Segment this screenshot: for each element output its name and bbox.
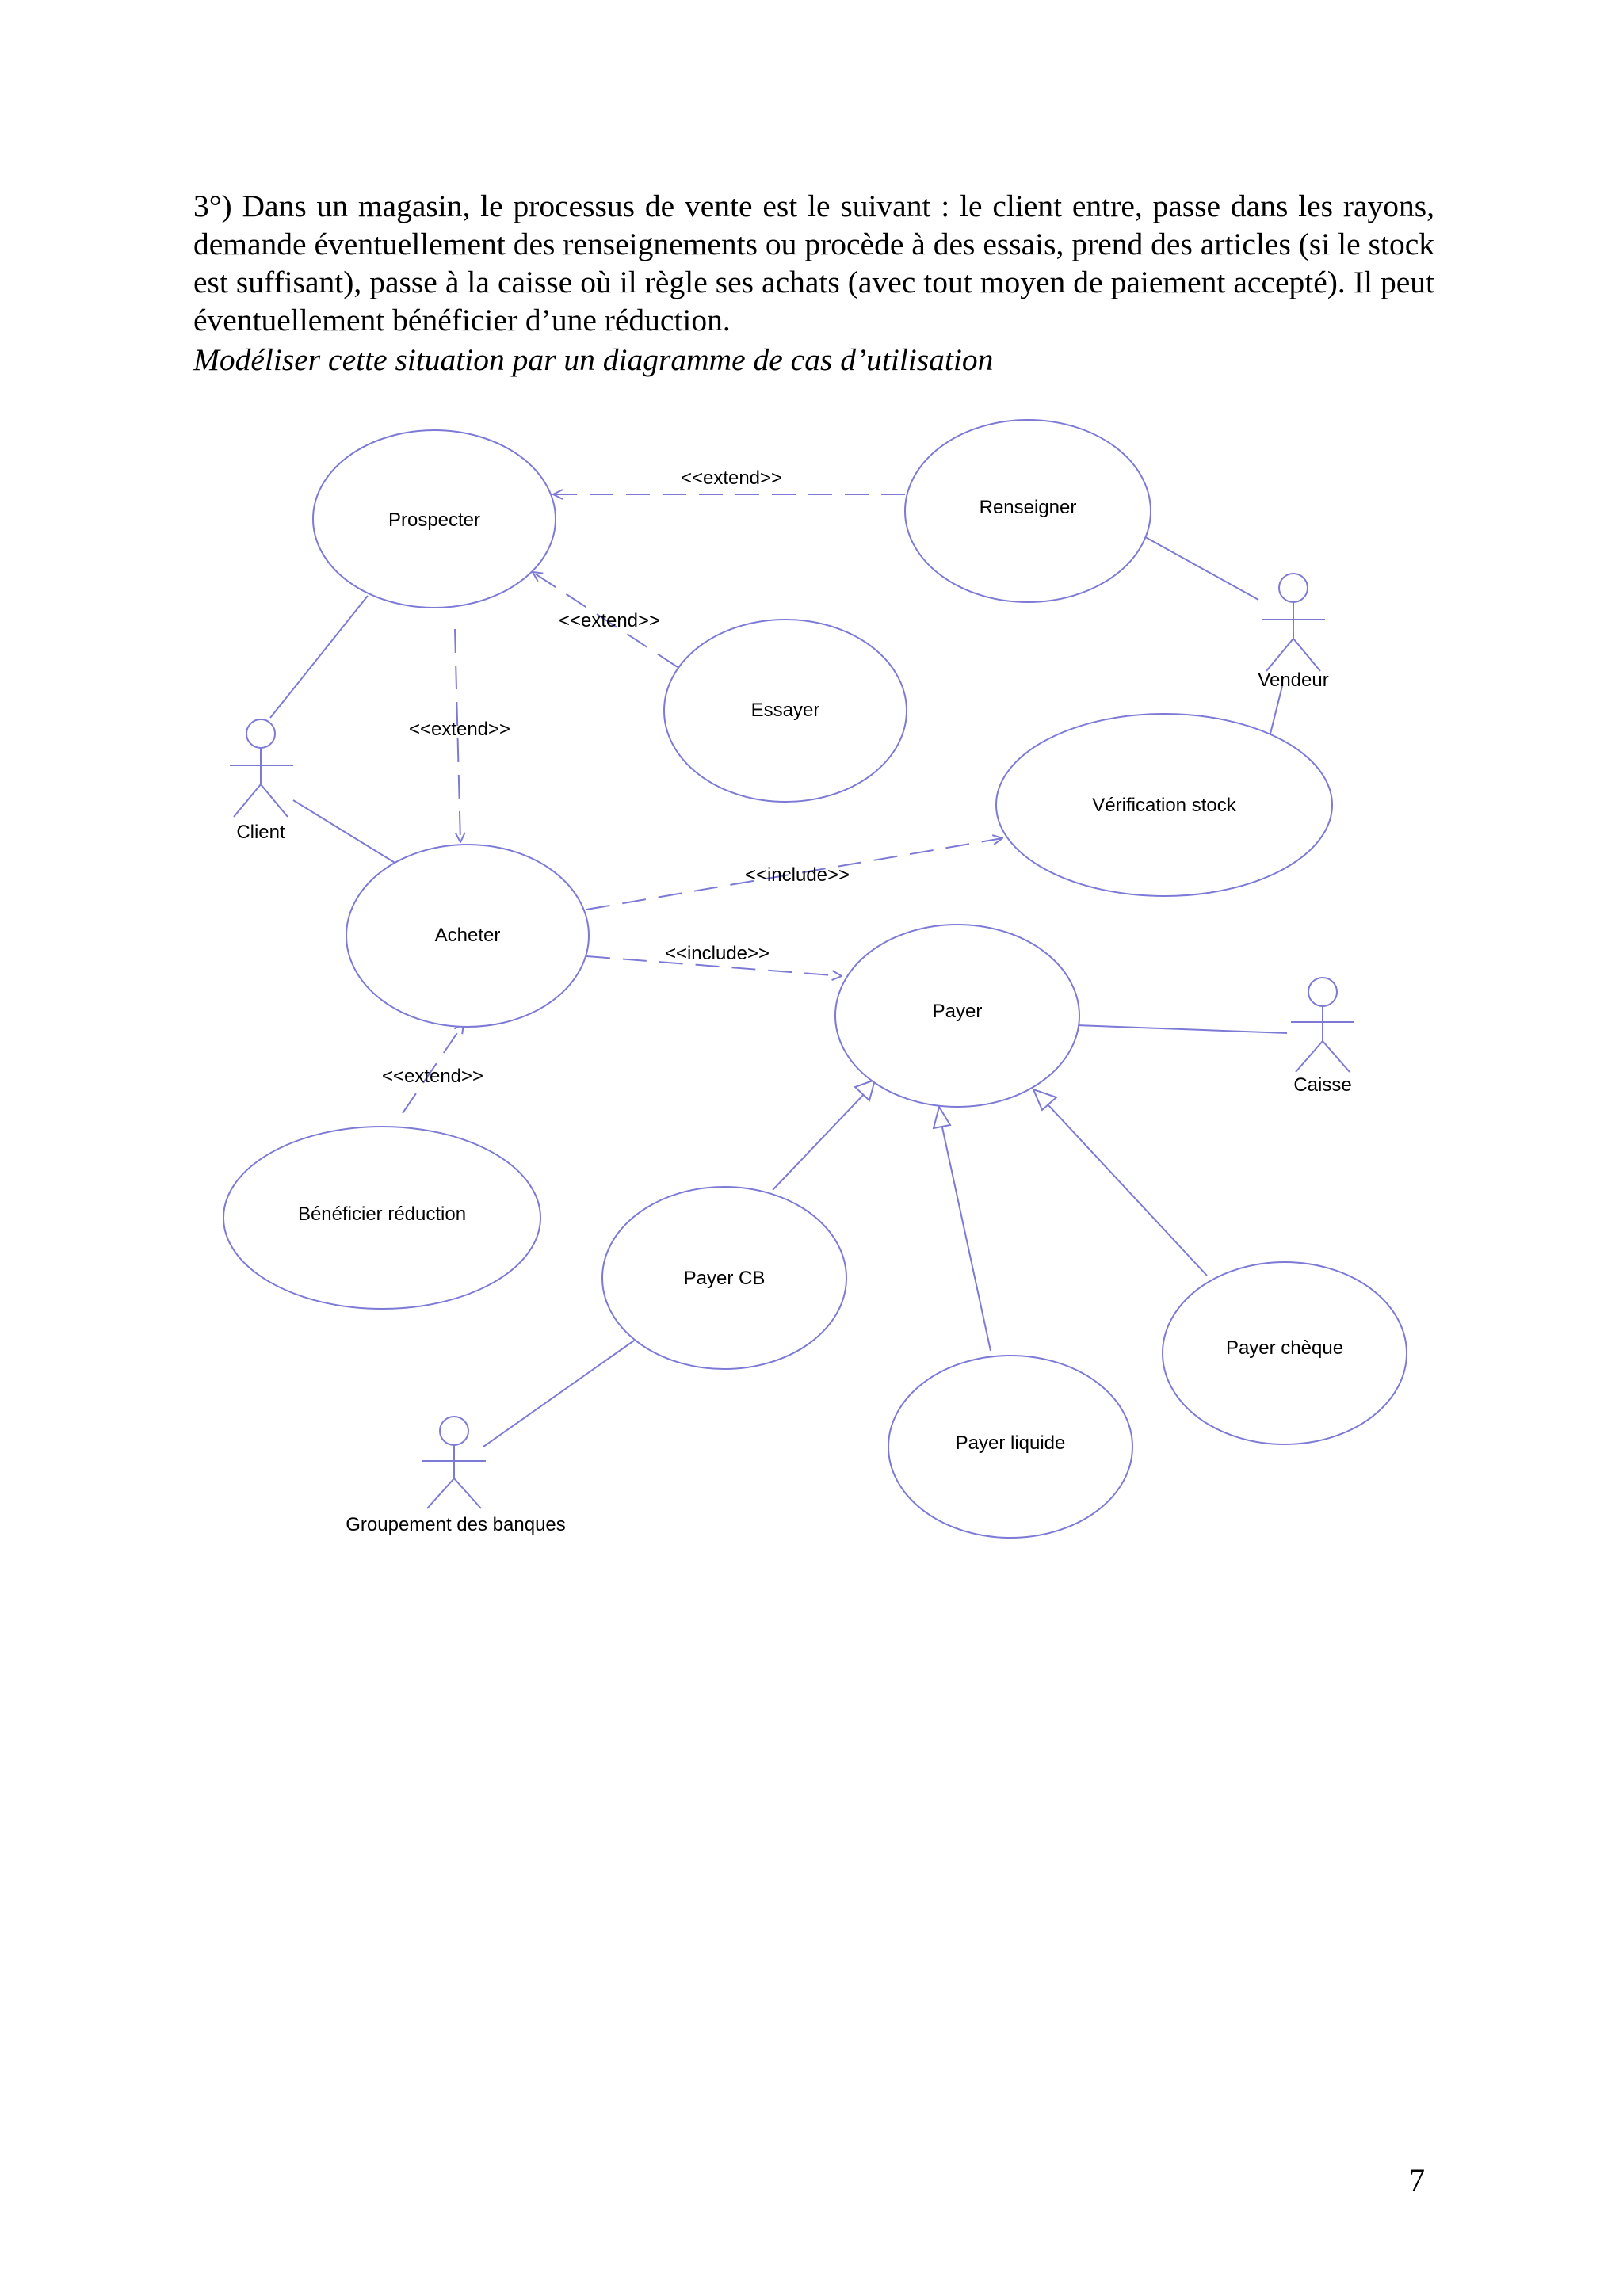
use-case-label: Payer chèque [1225,1337,1344,1359]
generalization-arrowhead [855,1080,875,1100]
use-case-payer [835,925,1079,1107]
use-case-label: Renseigner [979,497,1077,518]
assoc-vendeur-renseigner [1141,535,1258,600]
actor-vendeur [1258,574,1328,691]
stereotype-label-extend: <<extend>> [381,1066,484,1087]
use-case-payer-cb [602,1187,846,1369]
stereotype-label-include: <<include>> [664,943,770,964]
actor-label: Client [236,822,285,843]
instruction: Modéliser cette situation par un diagramme de cas d’utilisation [193,342,994,377]
use-case-essayer [664,620,907,802]
use-case-payer-liquide [888,1356,1132,1538]
generalization-payercb-payer [773,1090,868,1190]
use-case-renseigner [905,420,1151,602]
generalization-arrowhead [1033,1089,1056,1110]
use-case-prospecter [313,430,556,608]
actor-groupement-des-banques [346,1417,566,1535]
use-case-label: Acheter [434,925,501,946]
actor-client [230,719,293,843]
use-case-label: Payer [932,1001,983,1022]
use-case-label: Prospecter [388,509,481,531]
use-case-label: Payer CB [683,1268,766,1289]
stereotype-label-extend: <<extend>> [558,610,661,631]
generalization-payerliquide-payer [942,1127,991,1351]
use-case-payer-cheque [1163,1262,1407,1444]
use-case-acheter [346,845,589,1027]
assoc-caisse-payer [1076,1025,1287,1033]
use-case-beneficier-reduction [223,1127,540,1309]
actor-label: Caisse [1293,1074,1352,1096]
assoc-client-prospecter [270,596,368,718]
page-number: 7 [1409,2162,1425,2198]
use-case-label: Bénéficier réduction [297,1203,467,1225]
use-case-verification-stock [996,714,1332,896]
stereotype-label-extend: <<extend>> [680,467,783,489]
stereotype-label-include: <<include>> [744,864,850,886]
actor-label: Vendeur [1258,669,1329,691]
generalization-arrowhead [934,1107,950,1128]
problem-statement: 3°) Dans un magasin, le processus de vente est le suivant : le client entre, passe dans les rayons, demande éventuellement des renseignements ou procède à des essais, prend des articles (si le stock est suffisant), passe à la caisse où il règle ses achats (avec tout moyen de paiement accepté). Il peut éventuellement bénéficier d’une réduction. [193,189,1434,338]
assoc-client-acheter [293,800,396,864]
actor-label: Groupement des banques [346,1514,566,1535]
assoc-groupement-payercb [483,1339,636,1447]
actor-caisse [1291,978,1354,1096]
assoc-vendeur-verification [1270,686,1282,737]
use-case-label: Vérification stock [1092,795,1236,816]
use-case-label: Essayer [750,700,820,721]
stereotype-label-extend: <<extend>> [408,719,511,740]
use-case-label: Payer liquide [955,1432,1066,1454]
generalization-payercheque-payer [1048,1105,1207,1276]
